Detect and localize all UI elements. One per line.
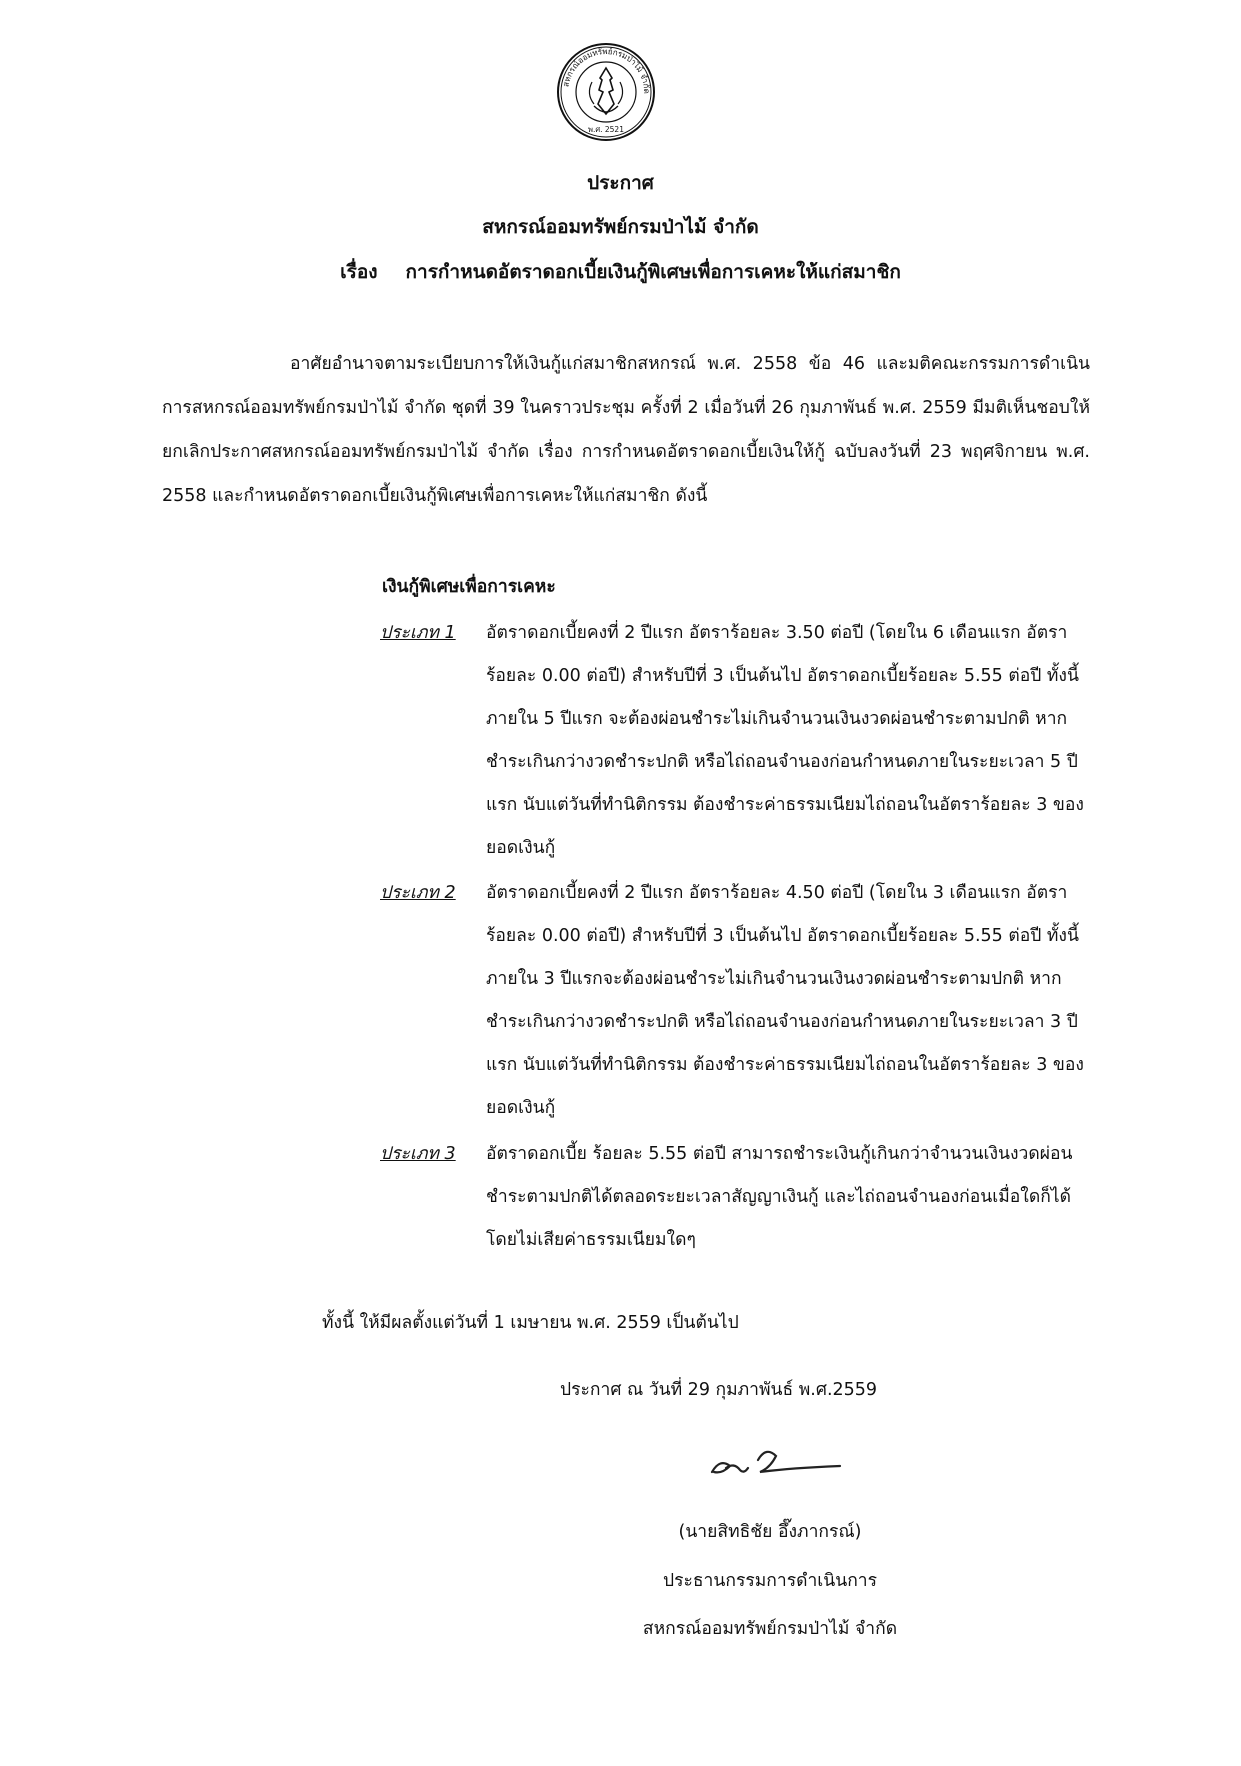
loan-type-3 [380,1133,1090,1262]
loan-type-label: ประเภท 3 [380,1144,456,1164]
svg-text:สหกรณ์ออมทรัพย์กรมป่าไม้ จำกัด: สหกรณ์ออมทรัพย์กรมป่าไม้ จำกัด [561,46,652,94]
subject-label: เรื่อง [340,261,378,283]
signer-organization: สหกรณ์ออมทรัพย์กรมป่าไม้ จำกัด [642,1619,898,1639]
loan-type-2 [380,872,1090,1130]
loan-type-label: ประเภท 2 [380,883,456,903]
organization-name: สหกรณ์ออมทรัพย์กรมป่าไม้ จำกัด [482,216,759,238]
signer-position: ประธานกรรมการดำเนินการ [662,1571,878,1591]
subject-line [0,257,1241,287]
loan-type-text: อัตราดอกเบี้ยคงที่ 2 ปีแรก อัตราร้อยละ 4.50 ต่อปี (โดยใน 3 เดือนแรก อัตราร้อยละ 0.00 ต่อปี) สำหรับปีที่ 3 เป็นต้นไป อัตราดอกเบี้ยร้อยละ 5.55 ต่อปี ทั้งนี้ภายใน 3 ปีแรกจะต้องผ่อนชำระไม่เกินจำนวนเงินงวดผ่อนชำระตามปกติ หากชำระเกินกว่างวดชำระปกติ หรือไถ่ถอนจำนองก่อนกำหนดภายในระยะเวลา 3 ปีแรก นับแต่วันที่ทำนิติกรรม ต้องชำระค่าธรรมเนียมไถ่ถอนในอัตราร้อยละ 3 ของยอดเงินกู้ [486,883,1084,1118]
svg-text:พ.ศ. 2521: พ.ศ. 2521 [588,125,624,134]
loan-type-text: อัตราดอกเบี้ย ร้อยละ 5.55 ต่อปี สามารถชำระเงินกู้เกินกว่าจำนวนเงินงวดผ่อนชำระตามปกติได้ตลอดระยะเวลาสัญญาเงินกู้ และไถ่ถอนจำนองก่อนเมื่อใดก็ได้ โดยไม่เสียค่าธรรมเนียมใดๆ [486,1144,1073,1250]
signature-mark [700,1438,850,1488]
loan-type-1 [380,612,1090,870]
intro-text: อาศัยอำนาจตามระเบียบการให้เงินกู้แก่สมาชิกสหกรณ์ พ.ศ. 2558 ข้อ 46 และมติคณะกรรมการดำเนินการสหกรณ์ออมทรัพย์กรมป่าไม้ จำกัด ชุดที่ 39 ในคราวประชุม ครั้งที่ 2 เมื่อวันที่ 26 กุมภาพันธ์ พ.ศ. 2559 มีมติเห็นชอบให้ยกเลิกประกาศสหกรณ์ออมทรัพย์กรมป่าไม้ จำกัด เรื่อง การกำหนดอัตราดอกเบี้ยเงินให้กู้ ฉบับลงวันที่ 23 พฤศจิกายน พ.ศ. 2558 และกำหนดอัตราดอกเบี้ยเงินกู้พิเศษเพื่อการเคหะให้แก่สมาชิก ดังนี้ [162,354,1090,506]
announcement-date: ประกาศ ณ วันที่ 29 กุมภาพันธ์ พ.ศ.2559 [560,1380,878,1400]
signer-name: (นายสิทธิชัย อึ๊งภากรณ์) [678,1522,862,1542]
cooperative-seal-icon [556,42,656,142]
subject-text: การกำหนดอัตราดอกเบี้ยเงินกู้พิเศษเพื่อการเคหะให้แก่สมาชิก [405,261,901,283]
announcement-heading: ประกาศ [587,172,654,194]
effective-date: ทั้งนี้ ให้มีผลตั้งแต่วันที่ 1 เมษายน พ.ศ. 2559 เป็นต้นไป [322,1313,739,1333]
loan-type-label: ประเภท 1 [380,623,456,643]
loan-type-text: อัตราดอกเบี้ยคงที่ 2 ปีแรก อัตราร้อยละ 3.50 ต่อปี (โดยใน 6 เดือนแรก อัตราร้อยละ 0.00 ต่อปี) สำหรับปีที่ 3 เป็นต้นไป อัตราดอกเบี้ยร้อยละ 5.55 ต่อปี ทั้งนี้ภายใน 5 ปีแรก จะต้องผ่อนชำระไม่เกินจำนวนเงินงวดผ่อนชำระตามปกติ หากชำระเกินกว่างวดชำระปกติ หรือไถ่ถอนจำนองก่อนกำหนดภายในระยะเวลา 5 ปีแรก นับแต่วันที่ทำนิติกรรม ต้องชำระค่าธรรมเนียมไถ่ถอนในอัตราร้อยละ 3 ของยอดเงินกู้ [486,623,1084,858]
section-title: เงินกู้พิเศษเพื่อการเคหะ [382,577,556,597]
intro-paragraph [162,342,1090,518]
